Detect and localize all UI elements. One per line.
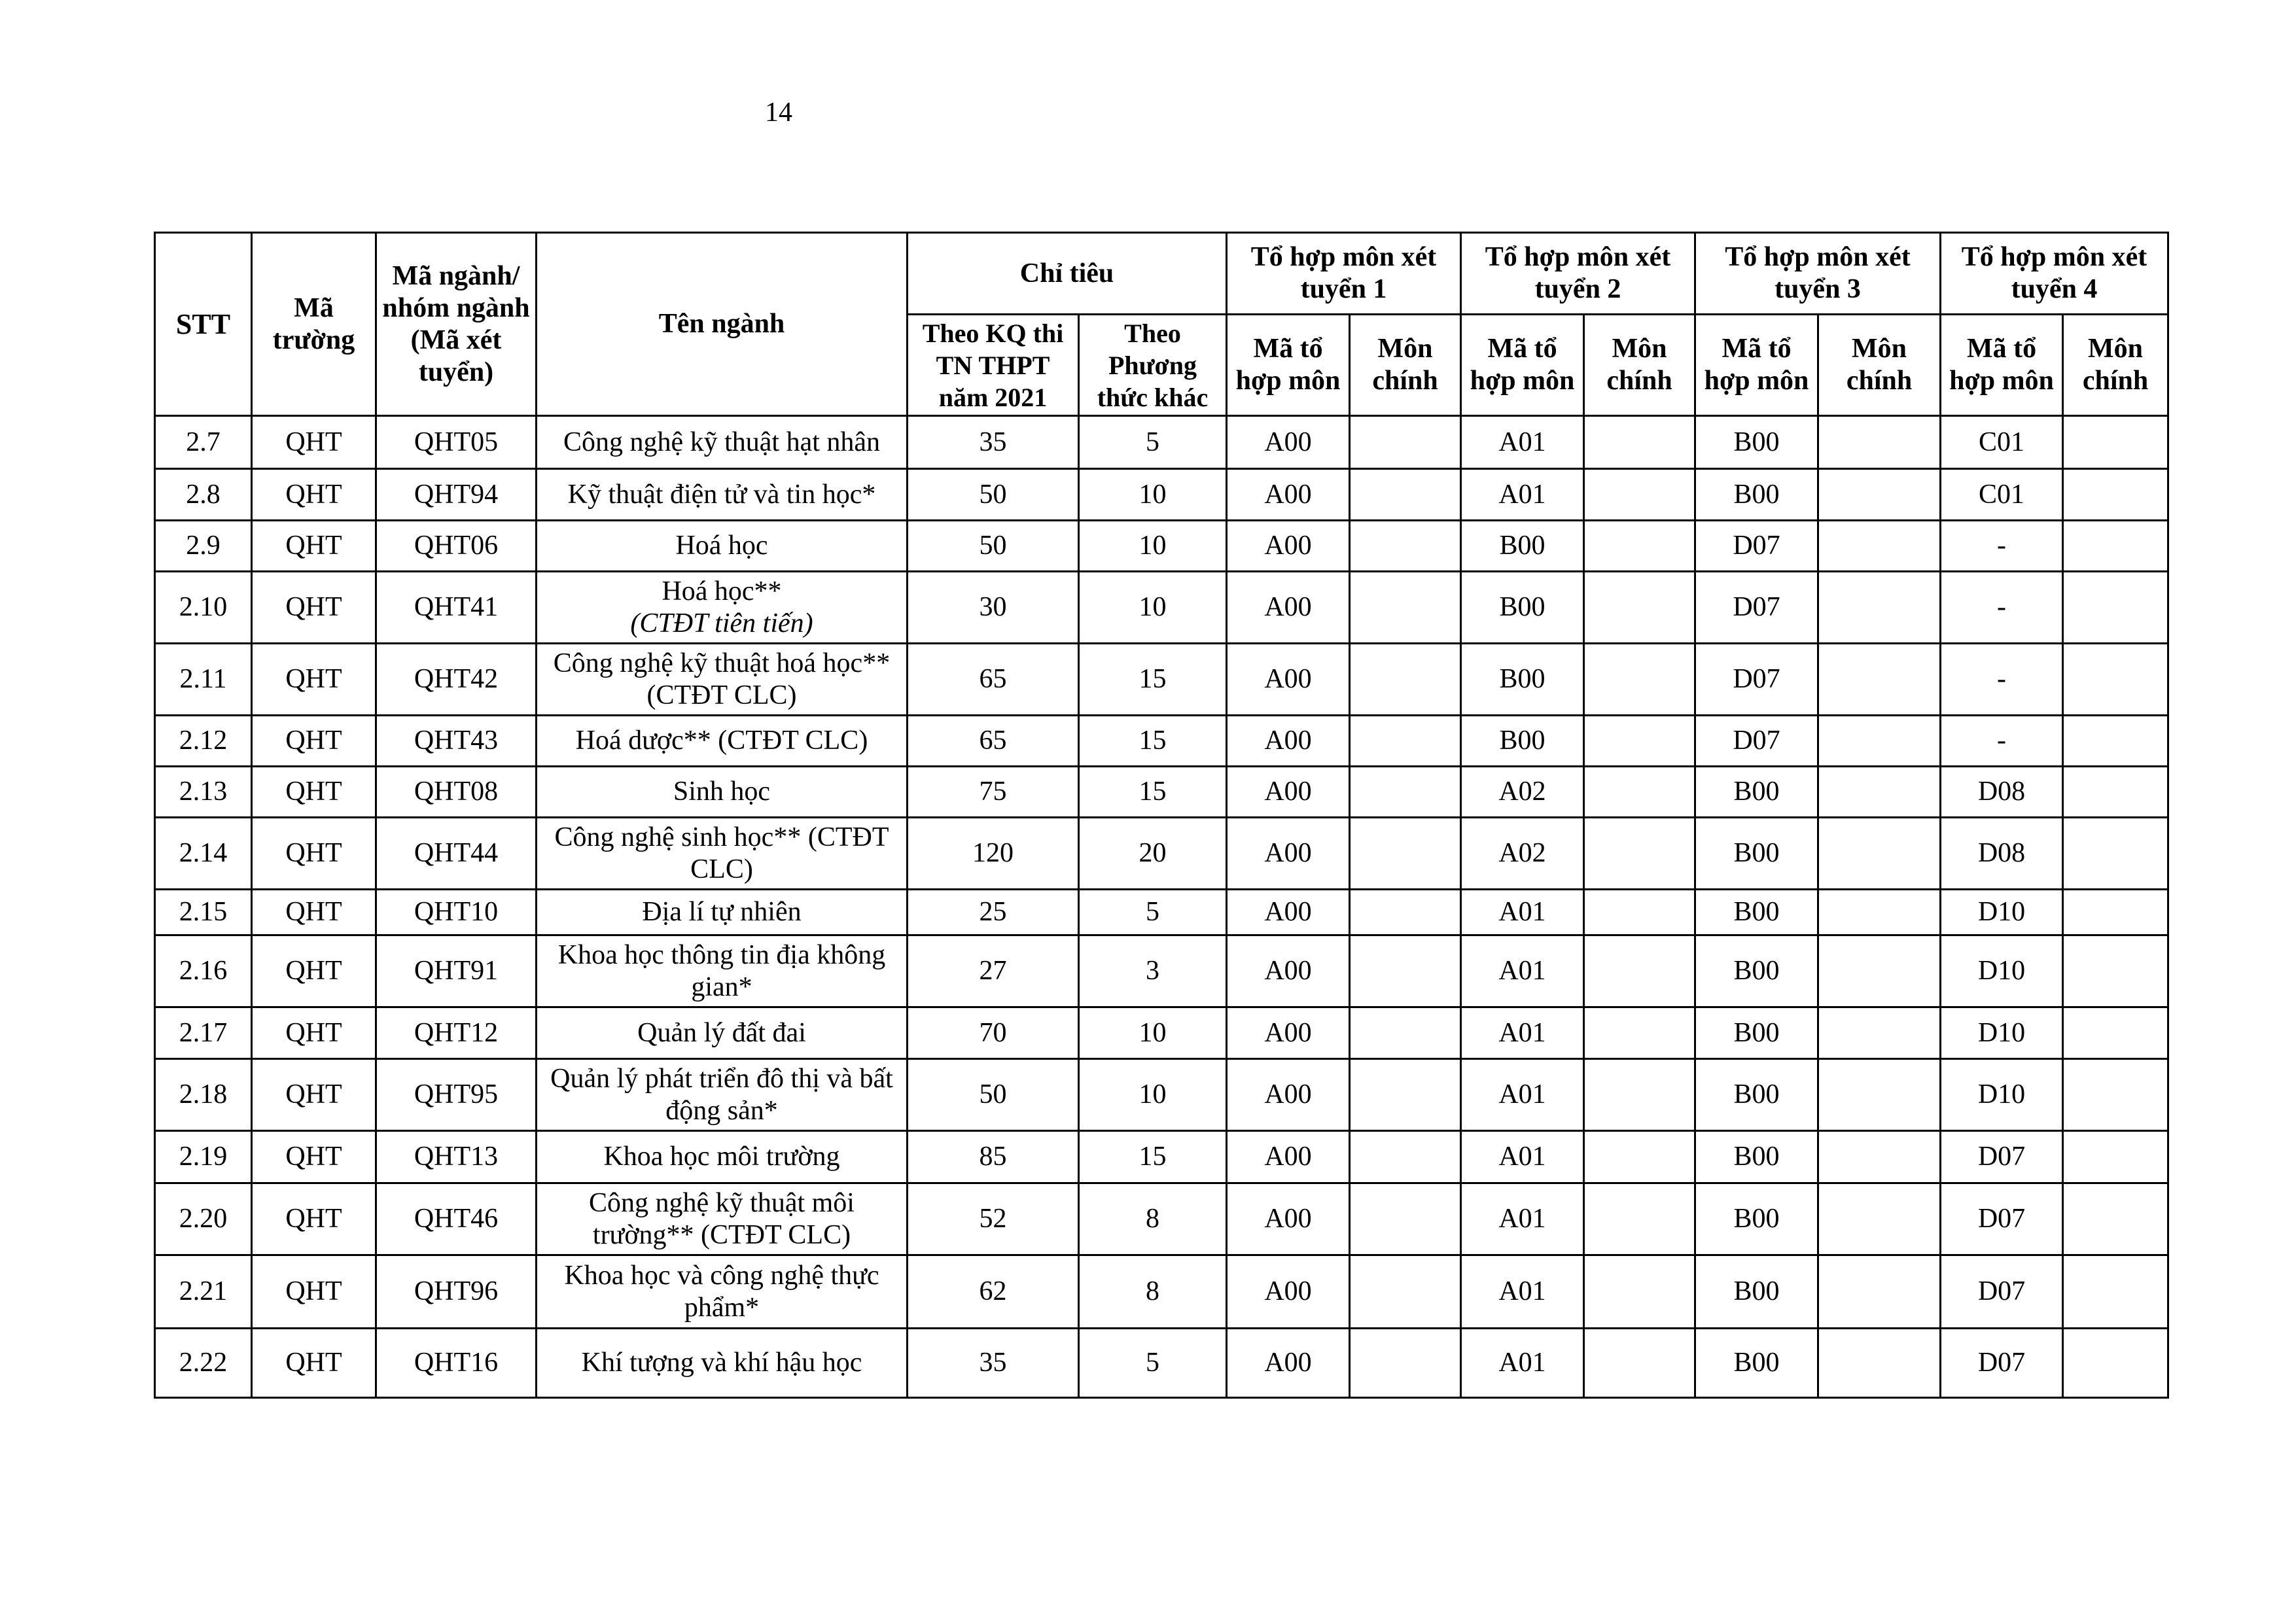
table-row <box>155 716 2168 767</box>
cell-quota-other: 10 <box>1079 469 1227 521</box>
major-name-text: Hoá học** <box>662 576 782 606</box>
cell-major-name <box>537 644 908 716</box>
cell-major-code: QHT10 <box>376 890 537 935</box>
cell-main-subject-2 <box>1584 716 1695 767</box>
cell-quota-exam: 27 <box>908 935 1079 1007</box>
cell-main-subject-2 <box>1584 1329 1695 1398</box>
cell-combo-code-1: A00 <box>1227 818 1350 890</box>
cell-major-code: QHT44 <box>376 818 537 890</box>
cell-main-subject-2 <box>1584 469 1695 521</box>
cell-combo-code-4: - <box>1941 521 2063 572</box>
cell-major-name <box>537 1329 908 1398</box>
cell-main-subject-4 <box>2063 890 2168 935</box>
cell-combo-code-1: A00 <box>1227 1131 1350 1183</box>
cell-combo-code-2: A01 <box>1461 935 1584 1007</box>
cell-quota-other: 15 <box>1079 1131 1227 1183</box>
cell-main-subject-4 <box>2063 416 2168 469</box>
cell-main-subject-2 <box>1584 572 1695 644</box>
table-row <box>155 890 2168 935</box>
table-row <box>155 1255 2168 1329</box>
cell-main-subject-2 <box>1584 767 1695 818</box>
cell-combo-code-4: D08 <box>1941 767 2063 818</box>
header-combo-2: Tổ hợp môn xét tuyển 2 <box>1461 233 1695 315</box>
cell-stt: 2.9 <box>155 521 252 572</box>
cell-main-subject-3 <box>1818 767 1941 818</box>
cell-combo-code-3: B00 <box>1695 416 1818 469</box>
cell-quota-exam: 65 <box>908 644 1079 716</box>
cell-major-name <box>537 767 908 818</box>
header-major-code: Mã ngành/ nhóm ngành (Mã xét tuyển) <box>376 233 537 416</box>
cell-main-subject-4 <box>2063 1007 2168 1059</box>
major-name-text: Địa lí tự nhiên <box>642 897 802 927</box>
cell-combo-code-4: D10 <box>1941 890 2063 935</box>
cell-combo-code-3: B00 <box>1695 818 1818 890</box>
cell-combo-code-1: A00 <box>1227 1255 1350 1329</box>
cell-quota-other: 5 <box>1079 890 1227 935</box>
cell-main-subject-3 <box>1818 1183 1941 1255</box>
cell-stt: 2.17 <box>155 1007 252 1059</box>
cell-main-subject-3 <box>1818 1059 1941 1131</box>
cell-combo-code-2: A01 <box>1461 1131 1584 1183</box>
cell-major-name <box>537 469 908 521</box>
cell-school: QHT <box>252 1329 376 1398</box>
major-name-text: Quản lý đất đai <box>637 1017 806 1048</box>
header-stt: STT <box>155 233 252 416</box>
cell-quota-exam: 85 <box>908 1131 1079 1183</box>
major-name-text: Công nghệ kỹ thuật hoá học** (CTĐT CLC) <box>553 648 891 710</box>
cell-major-code: QHT46 <box>376 1183 537 1255</box>
cell-main-subject-3 <box>1818 1007 1941 1059</box>
cell-major-code: QHT12 <box>376 1007 537 1059</box>
cell-main-subject-1 <box>1350 716 1461 767</box>
cell-school: QHT <box>252 1131 376 1183</box>
cell-major-name <box>537 1007 908 1059</box>
header-combo-code-1: Mã tổ hợp môn <box>1227 315 1350 416</box>
cell-combo-code-1: A00 <box>1227 716 1350 767</box>
cell-quota-other: 5 <box>1079 416 1227 469</box>
cell-quota-other: 8 <box>1079 1255 1227 1329</box>
cell-main-subject-4 <box>2063 767 2168 818</box>
cell-combo-code-1: A00 <box>1227 767 1350 818</box>
cell-stt: 2.13 <box>155 767 252 818</box>
cell-combo-code-2: B00 <box>1461 716 1584 767</box>
cell-combo-code-3: B00 <box>1695 1329 1818 1398</box>
cell-quota-exam: 50 <box>908 521 1079 572</box>
header-combo-code-3: Mã tổ hợp môn <box>1695 315 1818 416</box>
header-combo-3: Tổ hợp môn xét tuyển 3 <box>1695 233 1941 315</box>
cell-combo-code-2: A01 <box>1461 890 1584 935</box>
table-row <box>155 1007 2168 1059</box>
header-combo-code-4: Mã tổ hợp môn <box>1941 315 2063 416</box>
cell-main-subject-1 <box>1350 521 1461 572</box>
cell-quota-exam: 65 <box>908 716 1079 767</box>
cell-major-code: QHT42 <box>376 644 537 716</box>
cell-school: QHT <box>252 416 376 469</box>
cell-combo-code-1: A00 <box>1227 572 1350 644</box>
cell-combo-code-1: A00 <box>1227 890 1350 935</box>
cell-stt: 2.19 <box>155 1131 252 1183</box>
cell-main-subject-4 <box>2063 1255 2168 1329</box>
cell-stt: 2.12 <box>155 716 252 767</box>
header-quota: Chỉ tiêu <box>908 233 1227 315</box>
cell-major-code: QHT06 <box>376 521 537 572</box>
cell-main-subject-3 <box>1818 521 1941 572</box>
cell-combo-code-2: A01 <box>1461 1183 1584 1255</box>
cell-major-name <box>537 890 908 935</box>
major-name-text: Khoa học và công nghệ thực phẩm* <box>564 1260 879 1323</box>
cell-main-subject-3 <box>1818 1131 1941 1183</box>
cell-main-subject-3 <box>1818 469 1941 521</box>
major-name-text: Sinh học <box>673 777 771 807</box>
cell-school: QHT <box>252 1059 376 1131</box>
header-major-name: Tên ngành <box>537 233 908 416</box>
cell-main-subject-2 <box>1584 1007 1695 1059</box>
cell-stt: 2.20 <box>155 1183 252 1255</box>
cell-combo-code-1: A00 <box>1227 1007 1350 1059</box>
cell-combo-code-4: D07 <box>1941 1183 2063 1255</box>
cell-combo-code-2: A01 <box>1461 416 1584 469</box>
cell-main-subject-4 <box>2063 716 2168 767</box>
cell-combo-code-1: A00 <box>1227 935 1350 1007</box>
major-name-text: Quản lý phát triển đô thị và bất động sản* <box>550 1063 893 1126</box>
cell-combo-code-3: D07 <box>1695 644 1818 716</box>
cell-main-subject-2 <box>1584 1255 1695 1329</box>
cell-combo-code-4: - <box>1941 716 2063 767</box>
cell-stt: 2.7 <box>155 416 252 469</box>
table-row <box>155 521 2168 572</box>
cell-main-subject-3 <box>1818 716 1941 767</box>
cell-quota-other: 8 <box>1079 1183 1227 1255</box>
cell-major-name <box>537 1131 908 1183</box>
cell-main-subject-2 <box>1584 416 1695 469</box>
cell-school: QHT <box>252 521 376 572</box>
cell-major-code: QHT43 <box>376 716 537 767</box>
major-name-text: Kỹ thuật điện tử và tin học* <box>567 479 876 510</box>
cell-main-subject-3 <box>1818 1329 1941 1398</box>
cell-quota-other: 3 <box>1079 935 1227 1007</box>
cell-combo-code-1: A00 <box>1227 469 1350 521</box>
major-name-text: Công nghệ sinh học** (CTĐT CLC) <box>554 822 889 884</box>
cell-main-subject-4 <box>2063 1329 2168 1398</box>
cell-combo-code-3: B00 <box>1695 890 1818 935</box>
cell-main-subject-2 <box>1584 1183 1695 1255</box>
cell-quota-other: 15 <box>1079 767 1227 818</box>
cell-main-subject-1 <box>1350 1131 1461 1183</box>
cell-combo-code-2: A01 <box>1461 1059 1584 1131</box>
cell-school: QHT <box>252 818 376 890</box>
cell-main-subject-3 <box>1818 572 1941 644</box>
cell-combo-code-2: A02 <box>1461 767 1584 818</box>
table-row <box>155 767 2168 818</box>
cell-school: QHT <box>252 469 376 521</box>
cell-main-subject-4 <box>2063 644 2168 716</box>
cell-main-subject-3 <box>1818 644 1941 716</box>
cell-major-name <box>537 716 908 767</box>
cell-quota-other: 10 <box>1079 1059 1227 1131</box>
cell-combo-code-3: B00 <box>1695 1255 1818 1329</box>
admissions-table <box>154 232 2169 1399</box>
cell-main-subject-3 <box>1818 890 1941 935</box>
cell-main-subject-3 <box>1818 818 1941 890</box>
cell-stt: 2.18 <box>155 1059 252 1131</box>
cell-school: QHT <box>252 644 376 716</box>
cell-major-name <box>537 416 908 469</box>
cell-combo-code-3: B00 <box>1695 469 1818 521</box>
cell-quota-exam: 50 <box>908 469 1079 521</box>
cell-main-subject-4 <box>2063 521 2168 572</box>
cell-major-code: QHT16 <box>376 1329 537 1398</box>
major-name-text: Hoá dược** (CTĐT CLC) <box>575 725 868 756</box>
cell-main-subject-3 <box>1818 416 1941 469</box>
cell-main-subject-1 <box>1350 1183 1461 1255</box>
cell-school: QHT <box>252 1183 376 1255</box>
cell-school: QHT <box>252 1255 376 1329</box>
cell-main-subject-4 <box>2063 469 2168 521</box>
cell-main-subject-3 <box>1818 1255 1941 1329</box>
cell-quota-exam: 35 <box>908 416 1079 469</box>
cell-main-subject-1 <box>1350 767 1461 818</box>
cell-combo-code-3: D07 <box>1695 521 1818 572</box>
cell-main-subject-1 <box>1350 818 1461 890</box>
header-school-code: Mã trường <box>252 233 376 416</box>
table-row <box>155 644 2168 716</box>
table-row <box>155 935 2168 1007</box>
cell-stt: 2.8 <box>155 469 252 521</box>
cell-stt: 2.21 <box>155 1255 252 1329</box>
cell-major-name <box>537 572 908 644</box>
cell-main-subject-1 <box>1350 1329 1461 1398</box>
cell-combo-code-3: B00 <box>1695 1059 1818 1131</box>
cell-combo-code-2: A01 <box>1461 469 1584 521</box>
cell-major-name <box>537 1059 908 1131</box>
cell-main-subject-2 <box>1584 935 1695 1007</box>
table-row <box>155 469 2168 521</box>
table-row <box>155 572 2168 644</box>
cell-combo-code-1: A00 <box>1227 644 1350 716</box>
cell-combo-code-2: A01 <box>1461 1007 1584 1059</box>
cell-combo-code-2: B00 <box>1461 521 1584 572</box>
cell-major-code: QHT41 <box>376 572 537 644</box>
cell-quota-other: 5 <box>1079 1329 1227 1398</box>
cell-main-subject-4 <box>2063 1059 2168 1131</box>
major-name-text: Công nghệ kỹ thuật môi trường** (CTĐT CLC) <box>589 1187 855 1250</box>
cell-main-subject-1 <box>1350 1007 1461 1059</box>
cell-main-subject-4 <box>2063 1183 2168 1255</box>
page-number: 14 <box>765 97 792 128</box>
cell-combo-code-4: C01 <box>1941 416 2063 469</box>
cell-main-subject-2 <box>1584 890 1695 935</box>
cell-major-code: QHT95 <box>376 1059 537 1131</box>
cell-major-code: QHT91 <box>376 935 537 1007</box>
cell-major-name <box>537 818 908 890</box>
major-name-program-note: (CTĐT tiên tiến) <box>630 608 813 638</box>
header-main-subject-4: Môn chính <box>2063 315 2168 416</box>
cell-stt: 2.11 <box>155 644 252 716</box>
cell-quota-exam: 75 <box>908 767 1079 818</box>
cell-school: QHT <box>252 890 376 935</box>
cell-main-subject-4 <box>2063 818 2168 890</box>
cell-combo-code-1: A00 <box>1227 521 1350 572</box>
cell-stt: 2.14 <box>155 818 252 890</box>
cell-main-subject-2 <box>1584 818 1695 890</box>
table-row <box>155 416 2168 469</box>
cell-main-subject-4 <box>2063 572 2168 644</box>
major-name-text: Hoá học <box>675 531 768 561</box>
cell-major-name <box>537 521 908 572</box>
cell-quota-exam: 120 <box>908 818 1079 890</box>
cell-main-subject-4 <box>2063 935 2168 1007</box>
cell-school: QHT <box>252 1007 376 1059</box>
major-name-text: Công nghệ kỹ thuật hạt nhân <box>563 427 881 457</box>
cell-combo-code-1: A00 <box>1227 1059 1350 1131</box>
cell-main-subject-1 <box>1350 416 1461 469</box>
cell-quota-exam: 35 <box>908 1329 1079 1398</box>
cell-main-subject-2 <box>1584 1059 1695 1131</box>
cell-combo-code-3: D07 <box>1695 572 1818 644</box>
header-quota-other: Theo Phương thức khác <box>1079 315 1227 416</box>
cell-combo-code-4: D10 <box>1941 1007 2063 1059</box>
cell-school: QHT <box>252 572 376 644</box>
cell-combo-code-1: A00 <box>1227 416 1350 469</box>
cell-combo-code-4: D10 <box>1941 935 2063 1007</box>
cell-main-subject-4 <box>2063 1131 2168 1183</box>
cell-school: QHT <box>252 716 376 767</box>
cell-quota-other: 10 <box>1079 1007 1227 1059</box>
cell-major-name <box>537 1255 908 1329</box>
cell-main-subject-1 <box>1350 1255 1461 1329</box>
cell-combo-code-3: B00 <box>1695 1131 1818 1183</box>
cell-combo-code-4: D07 <box>1941 1255 2063 1329</box>
cell-quota-exam: 50 <box>908 1059 1079 1131</box>
table-row <box>155 1183 2168 1255</box>
cell-combo-code-3: D07 <box>1695 716 1818 767</box>
cell-main-subject-1 <box>1350 935 1461 1007</box>
cell-combo-code-1: A00 <box>1227 1329 1350 1398</box>
cell-main-subject-1 <box>1350 1059 1461 1131</box>
cell-quota-other: 20 <box>1079 818 1227 890</box>
cell-main-subject-2 <box>1584 644 1695 716</box>
cell-combo-code-2: A01 <box>1461 1329 1584 1398</box>
cell-quota-exam: 30 <box>908 572 1079 644</box>
major-name-text: Khoa học thông tin địa không gian* <box>557 939 886 1002</box>
cell-stt: 2.10 <box>155 572 252 644</box>
cell-quota-exam: 25 <box>908 890 1079 935</box>
cell-major-code: QHT13 <box>376 1131 537 1183</box>
cell-combo-code-3: B00 <box>1695 1007 1818 1059</box>
major-name-text: Khoa học môi trường <box>603 1142 840 1172</box>
cell-major-code: QHT94 <box>376 469 537 521</box>
header-combo-code-2: Mã tổ hợp môn <box>1461 315 1584 416</box>
cell-main-subject-1 <box>1350 469 1461 521</box>
cell-quota-exam: 70 <box>908 1007 1079 1059</box>
cell-major-name <box>537 1183 908 1255</box>
cell-combo-code-4: - <box>1941 644 2063 716</box>
cell-combo-code-1: A00 <box>1227 1183 1350 1255</box>
cell-combo-code-4: D08 <box>1941 818 2063 890</box>
cell-combo-code-3: B00 <box>1695 767 1818 818</box>
cell-combo-code-2: B00 <box>1461 644 1584 716</box>
header-main-subject-2: Môn chính <box>1584 315 1695 416</box>
cell-combo-code-4: - <box>1941 572 2063 644</box>
header-row-1 <box>155 233 2168 315</box>
cell-combo-code-2: B00 <box>1461 572 1584 644</box>
table-row <box>155 1329 2168 1398</box>
cell-major-code: QHT05 <box>376 416 537 469</box>
cell-main-subject-1 <box>1350 644 1461 716</box>
cell-school: QHT <box>252 767 376 818</box>
cell-major-name <box>537 935 908 1007</box>
cell-main-subject-1 <box>1350 890 1461 935</box>
cell-combo-code-4: D07 <box>1941 1329 2063 1398</box>
cell-quota-other: 10 <box>1079 572 1227 644</box>
cell-major-code: QHT96 <box>376 1255 537 1329</box>
cell-main-subject-2 <box>1584 1131 1695 1183</box>
cell-quota-exam: 52 <box>908 1183 1079 1255</box>
cell-quota-exam: 62 <box>908 1255 1079 1329</box>
table-row <box>155 1059 2168 1131</box>
table-body <box>155 416 2168 1398</box>
cell-combo-code-4: D07 <box>1941 1131 2063 1183</box>
cell-combo-code-2: A01 <box>1461 1255 1584 1329</box>
header-combo-1: Tổ hợp môn xét tuyển 1 <box>1227 233 1461 315</box>
table-row <box>155 818 2168 890</box>
cell-quota-other: 15 <box>1079 644 1227 716</box>
header-main-subject-1: Môn chính <box>1350 315 1461 416</box>
header-quota-exam: Theo KQ thi TN THPT năm 2021 <box>908 315 1079 416</box>
cell-combo-code-3: B00 <box>1695 1183 1818 1255</box>
cell-main-subject-3 <box>1818 935 1941 1007</box>
header-combo-4: Tổ hợp môn xét tuyển 4 <box>1941 233 2168 315</box>
cell-stt: 2.22 <box>155 1329 252 1398</box>
cell-quota-other: 10 <box>1079 521 1227 572</box>
cell-combo-code-4: D10 <box>1941 1059 2063 1131</box>
cell-combo-code-4: C01 <box>1941 469 2063 521</box>
cell-major-code: QHT08 <box>376 767 537 818</box>
cell-stt: 2.16 <box>155 935 252 1007</box>
cell-quota-other: 15 <box>1079 716 1227 767</box>
cell-school: QHT <box>252 935 376 1007</box>
cell-combo-code-2: A02 <box>1461 818 1584 890</box>
cell-main-subject-2 <box>1584 521 1695 572</box>
cell-combo-code-3: B00 <box>1695 935 1818 1007</box>
table-row <box>155 1131 2168 1183</box>
cell-stt: 2.15 <box>155 890 252 935</box>
header-main-subject-3: Môn chính <box>1818 315 1941 416</box>
major-name-text: Khí tượng và khí hậu học <box>581 1348 862 1378</box>
cell-main-subject-1 <box>1350 572 1461 644</box>
